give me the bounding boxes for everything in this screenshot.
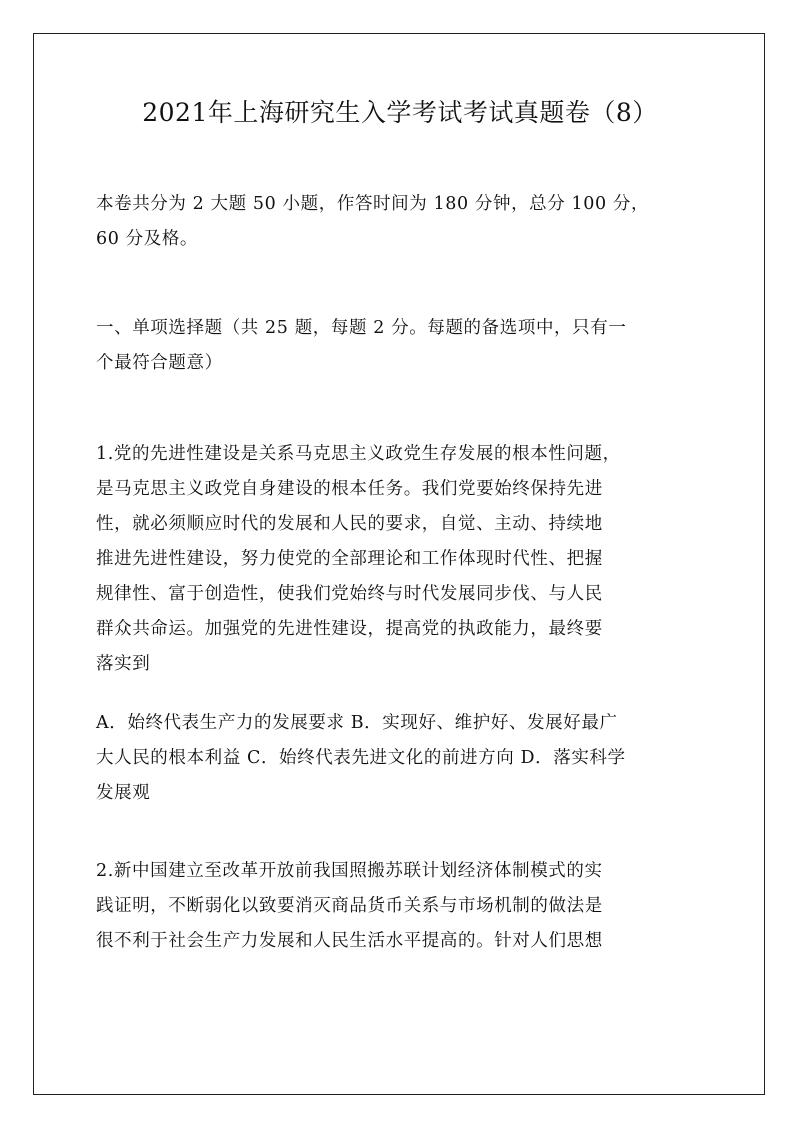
question-2-line: 很不利于社会生产力发展和人民生活水平提高的。针对人们思想 — [96, 931, 603, 951]
question-1-line: 规律性、富于创造性，使我们党始终与时代发展同步伐、与人民 — [96, 584, 603, 604]
section-header-line: 个最符合题意） — [96, 353, 223, 373]
question-1-line: 推进先进性建设，努力使党的全部理论和工作体现时代性、把握 — [96, 549, 603, 569]
question-1-line: 是马克思主义政党自身建设的根本任务。我们党要始终保持先进 — [96, 479, 603, 499]
question-2-line: 2.新中国建立至改革开放前我国照搬苏联计划经济体制模式的实 — [96, 861, 603, 881]
exam-intro — [96, 187, 716, 257]
question-1-line: 群众共命运。加强党的先进性建设，提高党的执政能力，最终要 — [96, 619, 603, 639]
question-1-options-line: 发展观 — [96, 783, 151, 803]
section-one-header — [96, 311, 716, 381]
question-1-line: 1.党的先进性建设是关系马克思主义政党生存发展的根本性问题， — [96, 444, 621, 464]
question-2-line: 践证明，不断弱化以致要消灭商品货币关系与市场机制的做法是 — [96, 896, 603, 916]
question-1 — [96, 437, 716, 682]
exam-title: 2021年上海研究生入学考试考试真题卷（8） — [142, 98, 658, 127]
question-1-options-line: A．始终代表生产力的发展要求 B．实现好、维护好、发展好最广 — [96, 713, 618, 733]
question-1-line: 性，就必须顺应时代的发展和人民的要求，自觉、主动、持续地 — [96, 514, 603, 534]
question-1-options — [96, 706, 716, 811]
question-1-options-line: 大人民的根本利益 C．始终代表先进文化的前进方向 D．落实科学 — [96, 748, 626, 768]
intro-line: 60 分及格。 — [96, 229, 199, 249]
question-1-line: 落实到 — [96, 654, 151, 674]
question-2 — [96, 854, 716, 959]
section-header-line: 一、单项选择题（共 25 题，每题 2 分。每题的备选项中，只有一 — [96, 318, 627, 338]
intro-line: 本卷共分为 2 大题 50 小题，作答时间为 180 分钟，总分 100 分， — [96, 194, 650, 214]
